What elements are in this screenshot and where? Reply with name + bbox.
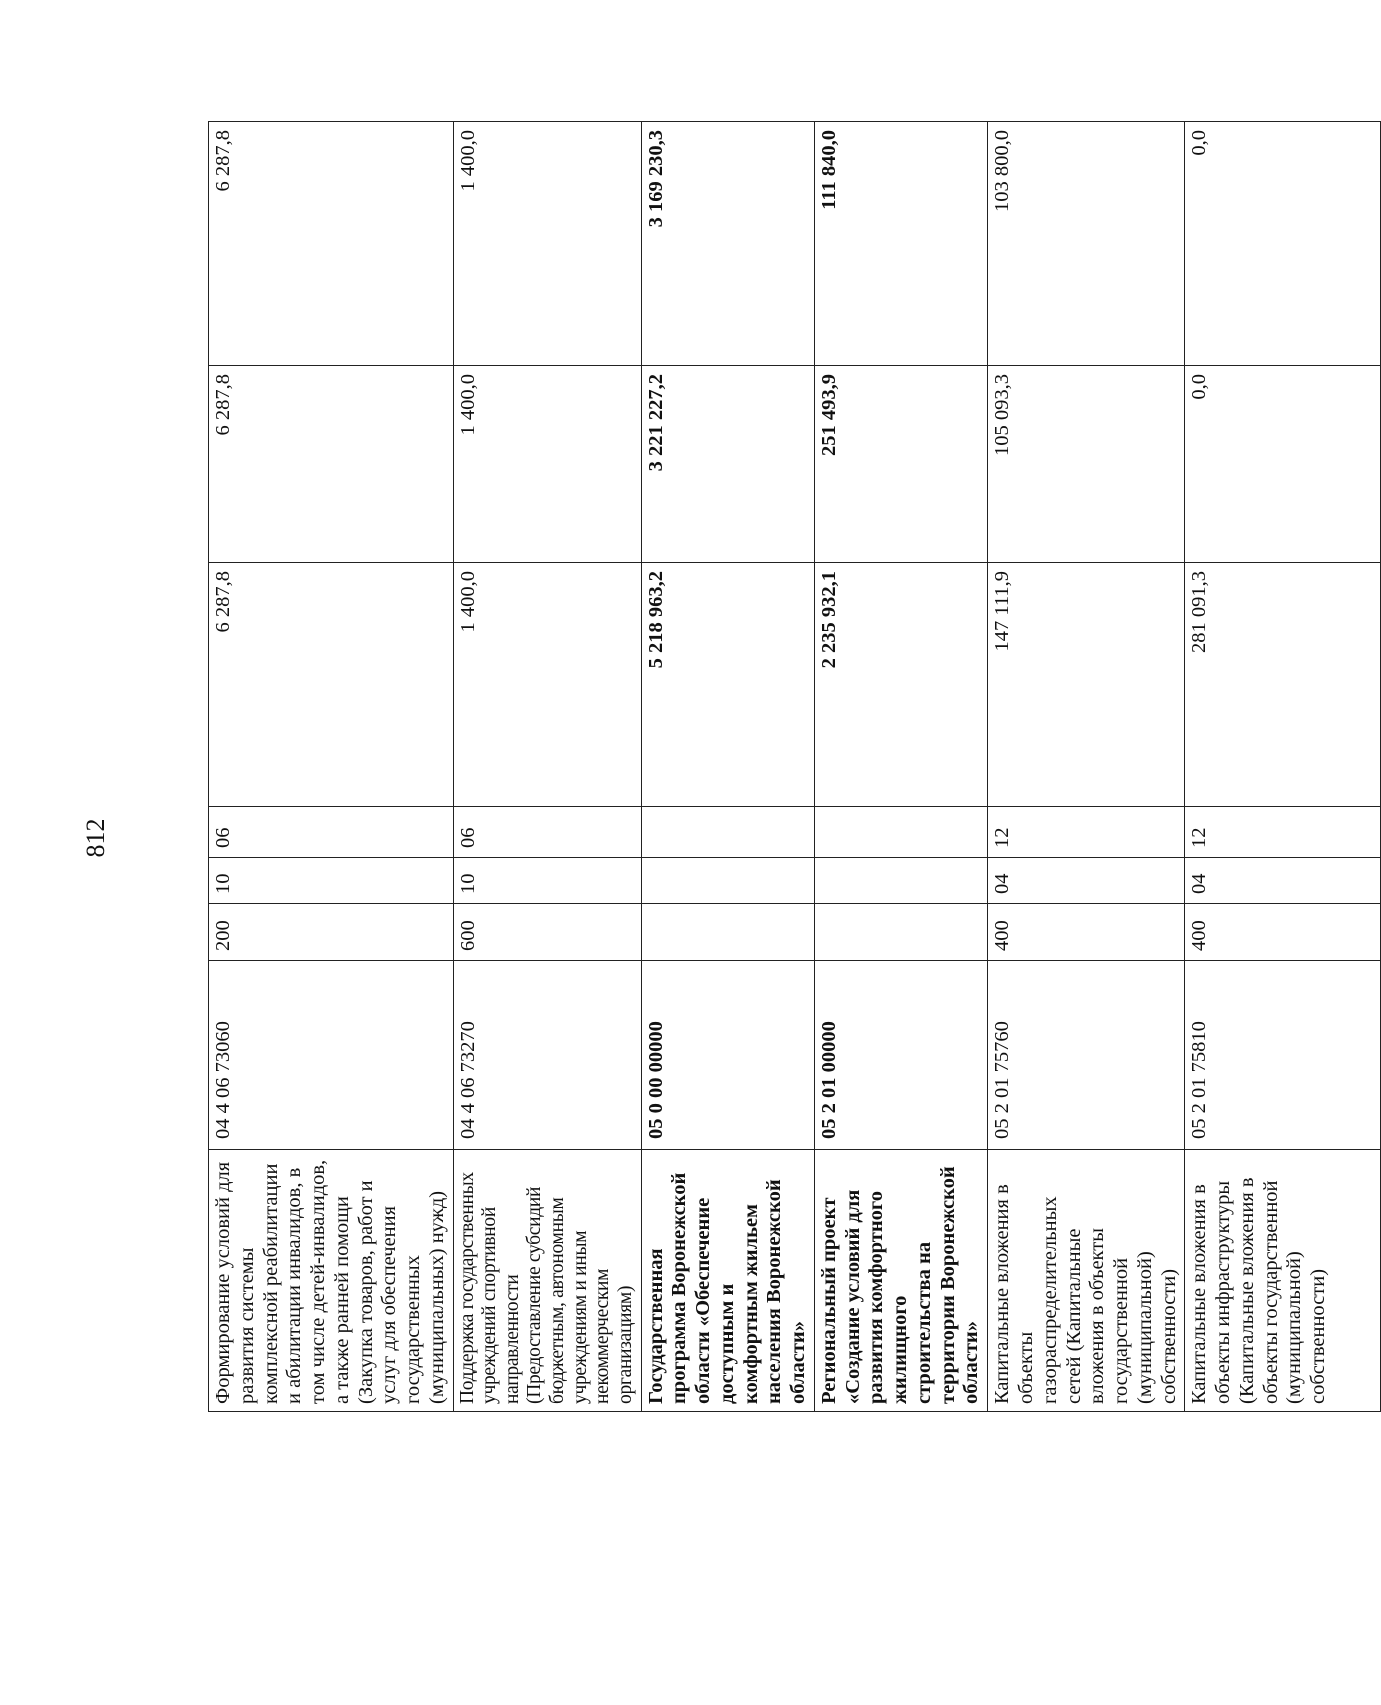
target-article-code: 04 4 06 73270 bbox=[453, 961, 641, 1150]
row-description: Поддержка государственных учреждений спортивной направленности (Предоставление субсидий бюджетным, автономным учреждениям и иным некоммерческим организациям) bbox=[453, 1150, 641, 1412]
section-code bbox=[814, 858, 987, 904]
row-description: Капитальные вложения в объекты газораспределительных сетей (Капитальные вложения в объекты государственной (муниципальной) собственности) bbox=[988, 1150, 1185, 1412]
sum-year-2: 0,0 bbox=[1185, 366, 1381, 563]
sum-year-1: 147 111,9 bbox=[988, 563, 1185, 807]
sum-year-3: 0,0 bbox=[1185, 122, 1381, 366]
budget-table-wrapper bbox=[208, 122, 1330, 1412]
section-code: 10 bbox=[453, 858, 641, 904]
target-article-code: 05 2 01 00000 bbox=[814, 961, 987, 1150]
sum-year-1: 2 235 932,1 bbox=[814, 563, 987, 807]
table-row bbox=[641, 122, 814, 1412]
sum-year-2: 6 287,8 bbox=[209, 366, 454, 563]
sum-year-3: 103 800,0 bbox=[988, 122, 1185, 366]
sum-year-3: 6 287,8 bbox=[209, 122, 454, 366]
target-article-code: 05 0 00 00000 bbox=[641, 961, 814, 1150]
section-code bbox=[641, 858, 814, 904]
expense-type-code: 400 bbox=[1185, 904, 1381, 961]
subsection-code: 06 bbox=[209, 807, 454, 858]
subsection-code bbox=[814, 807, 987, 858]
target-article-code: 04 4 06 73060 bbox=[209, 961, 454, 1150]
section-code: 04 bbox=[988, 858, 1185, 904]
subsection-code: 12 bbox=[1185, 807, 1381, 858]
budget-table-rotated bbox=[208, 122, 1330, 1412]
sum-year-1: 281 091,3 bbox=[1185, 563, 1381, 807]
expense-type-code: 200 bbox=[209, 904, 454, 961]
subsection-code bbox=[641, 807, 814, 858]
expense-type-code: 400 bbox=[988, 904, 1185, 961]
table-row bbox=[209, 122, 454, 1412]
subsection-code: 12 bbox=[988, 807, 1185, 858]
expense-type-code bbox=[814, 904, 987, 961]
target-article-code: 05 2 01 75810 bbox=[1185, 961, 1381, 1150]
expense-type-code: 600 bbox=[453, 904, 641, 961]
budget-table bbox=[208, 121, 1381, 1412]
sum-year-3: 1 400,0 bbox=[453, 122, 641, 366]
table-row bbox=[988, 122, 1185, 1412]
row-description: Государственная программа Воронежской области «Обеспечение доступным и комфортным жильем населения Воронежской области» bbox=[641, 1150, 814, 1412]
sum-year-2: 3 221 227,2 bbox=[641, 366, 814, 563]
page-number: 812 bbox=[81, 818, 110, 858]
sum-year-2: 1 400,0 bbox=[453, 366, 641, 563]
sum-year-3: 3 169 230,3 bbox=[641, 122, 814, 366]
sum-year-3: 111 840,0 bbox=[814, 122, 987, 366]
sum-year-1: 5 218 963,2 bbox=[641, 563, 814, 807]
sum-year-1: 1 400,0 bbox=[453, 563, 641, 807]
row-description: Капитальные вложения в объекты инфраструктуры (Капитальные вложения в объекты государственной (муниципальной) собственности) bbox=[1185, 1150, 1381, 1412]
target-article-code: 05 2 01 75760 bbox=[988, 961, 1185, 1150]
row-description: Региональный проект «Создание условий для развития комфортного жилищного строительства на территории Воронежской области» bbox=[814, 1150, 987, 1412]
section-code: 04 bbox=[1185, 858, 1381, 904]
table-row bbox=[814, 122, 987, 1412]
row-description: Формирование условий для развития системы комплексной реабилитации и абилитации инвалидов, в том числе детей-инвалидов, а также ранней помощи (Закупка товаров, работ и услуг для обеспечения государственных (муниципальных) нужд) bbox=[209, 1150, 454, 1412]
subsection-code: 06 bbox=[453, 807, 641, 858]
table-row bbox=[453, 122, 641, 1412]
sum-year-1: 6 287,8 bbox=[209, 563, 454, 807]
sum-year-2: 251 493,9 bbox=[814, 366, 987, 563]
expense-type-code bbox=[641, 904, 814, 961]
section-code: 10 bbox=[209, 858, 454, 904]
sum-year-2: 105 093,3 bbox=[988, 366, 1185, 563]
table-row bbox=[1185, 122, 1381, 1412]
